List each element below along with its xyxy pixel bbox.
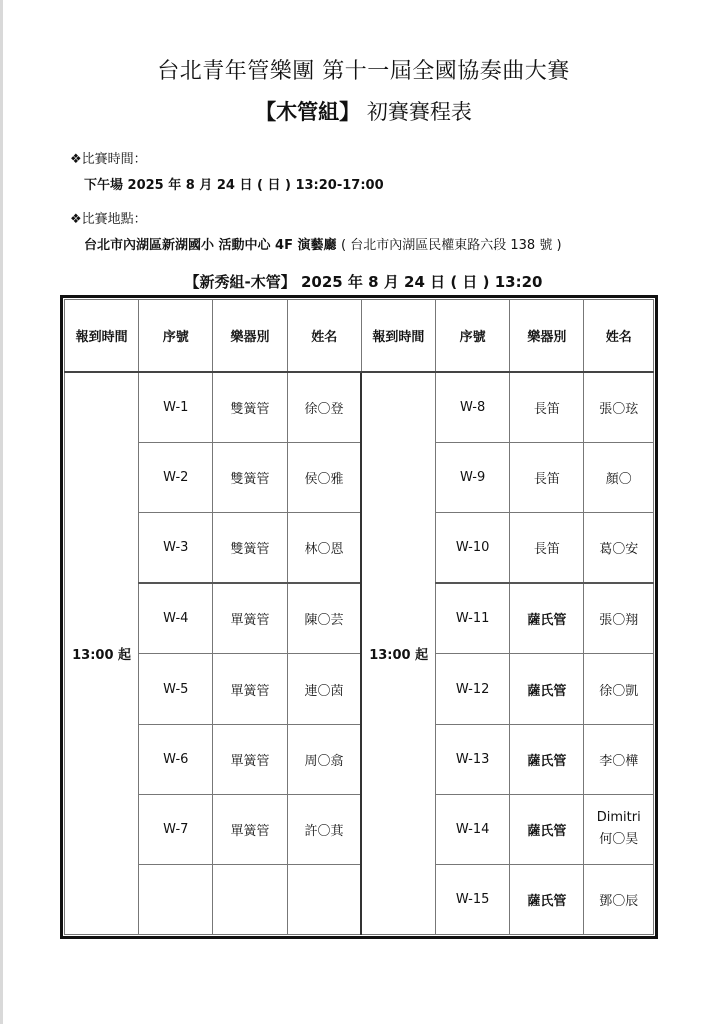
right-name: 顏〇 [584,443,654,513]
table-row [65,583,654,654]
left-instrument: 雙簧管 [213,513,287,584]
group-label: 【木管組】 [255,100,361,124]
left-name: 連〇茵 [287,654,361,724]
venue-name: 台北市內湖區新湖國小 活動中心 4F 演藝廳 [84,238,337,253]
table-row [65,513,654,584]
schedule-table-frame [60,295,658,939]
header-cell: 樂器別 [213,300,287,373]
left-instrument: 單簧管 [213,583,287,654]
right-no: W-12 [436,654,510,724]
left-name: 許〇萁 [287,794,361,864]
left-instrument: 單簧管 [213,794,287,864]
right-instrument: 薩氏管 [510,654,584,724]
header-row [65,300,654,373]
left-name: 徐〇登 [287,372,361,443]
time-value: 下午場 2025 年 8 月 24 日 ( 日 ) 13:20-17:00 [84,178,384,193]
page-edge [0,0,3,1024]
header-cell: 姓名 [287,300,361,373]
schedule-table [64,299,654,935]
left-no: W-4 [139,583,213,654]
page-title: 台北青年管樂團 第十一屆全國協奏曲大賽 [157,59,570,84]
left-checkin-time: 13:00 起 [65,372,139,935]
left-no [139,864,213,934]
left-instrument: 單簧管 [213,724,287,794]
right-instrument: 長笛 [510,372,584,443]
left-name: 侯〇雅 [287,443,361,513]
right-name: 鄧〇辰 [584,864,654,934]
left-instrument [213,864,287,934]
right-instrument: 薩氏管 [510,724,584,794]
right-name [584,794,654,864]
table-row [65,654,654,724]
right-name: 李〇樺 [584,724,654,794]
right-instrument: 薩氏管 [510,864,584,934]
left-no: W-6 [139,724,213,794]
right-name: 徐〇凱 [584,654,654,724]
left-name: 周〇翕 [287,724,361,794]
right-no: W-13 [436,724,510,794]
table-row [65,864,654,934]
right-instrument: 薩氏管 [510,583,584,654]
left-instrument: 雙簧管 [213,443,287,513]
header-cell: 樂器別 [510,300,584,373]
venue-label: ❖比賽地點： [70,212,147,227]
left-no: W-7 [139,794,213,864]
right-no: W-9 [436,443,510,513]
left-no: W-3 [139,513,213,584]
table-row [65,443,654,513]
header-cell: 序號 [139,300,213,373]
right-name: 張〇玹 [584,372,654,443]
left-instrument: 單簧管 [213,654,287,724]
right-no: W-15 [436,864,510,934]
header-cell: 報到時間 [361,300,435,373]
right-no: W-8 [436,372,510,443]
right-instrument: 長笛 [510,513,584,584]
right-name: 張〇翔 [584,583,654,654]
table-row [65,372,654,443]
header-cell: 姓名 [584,300,654,373]
right-no: W-14 [436,794,510,864]
page-subtitle [0,96,727,126]
left-no: W-5 [139,654,213,724]
venue-address: ( 台北市內湖區民權東路六段 138 號 ) [341,238,562,253]
table-title: 【新秀組-木管】 2025 年 8 月 24 日 ( 日 ) 13:20 [184,273,543,291]
left-no: W-1 [139,372,213,443]
left-instrument: 雙簧管 [213,372,287,443]
name-line: Dimitri [596,810,641,826]
right-checkin-time: 13:00 起 [361,372,435,935]
name-line: 何〇昊 [599,832,639,848]
time-label: ❖比賽時間： [70,152,147,167]
header-cell: 序號 [436,300,510,373]
header-cell: 報到時間 [65,300,139,373]
right-no: W-11 [436,583,510,654]
right-instrument: 薩氏管 [510,794,584,864]
table-row [65,724,654,794]
subtitle-text: 初賽賽程表 [366,100,472,124]
left-name: 陳〇芸 [287,583,361,654]
table-row [65,794,654,864]
left-no: W-2 [139,443,213,513]
venue-value [84,234,562,253]
left-name [287,864,361,934]
right-instrument: 長笛 [510,443,584,513]
right-name: 葛〇安 [584,513,654,584]
right-no: W-10 [436,513,510,584]
left-name: 林〇恩 [287,513,361,584]
